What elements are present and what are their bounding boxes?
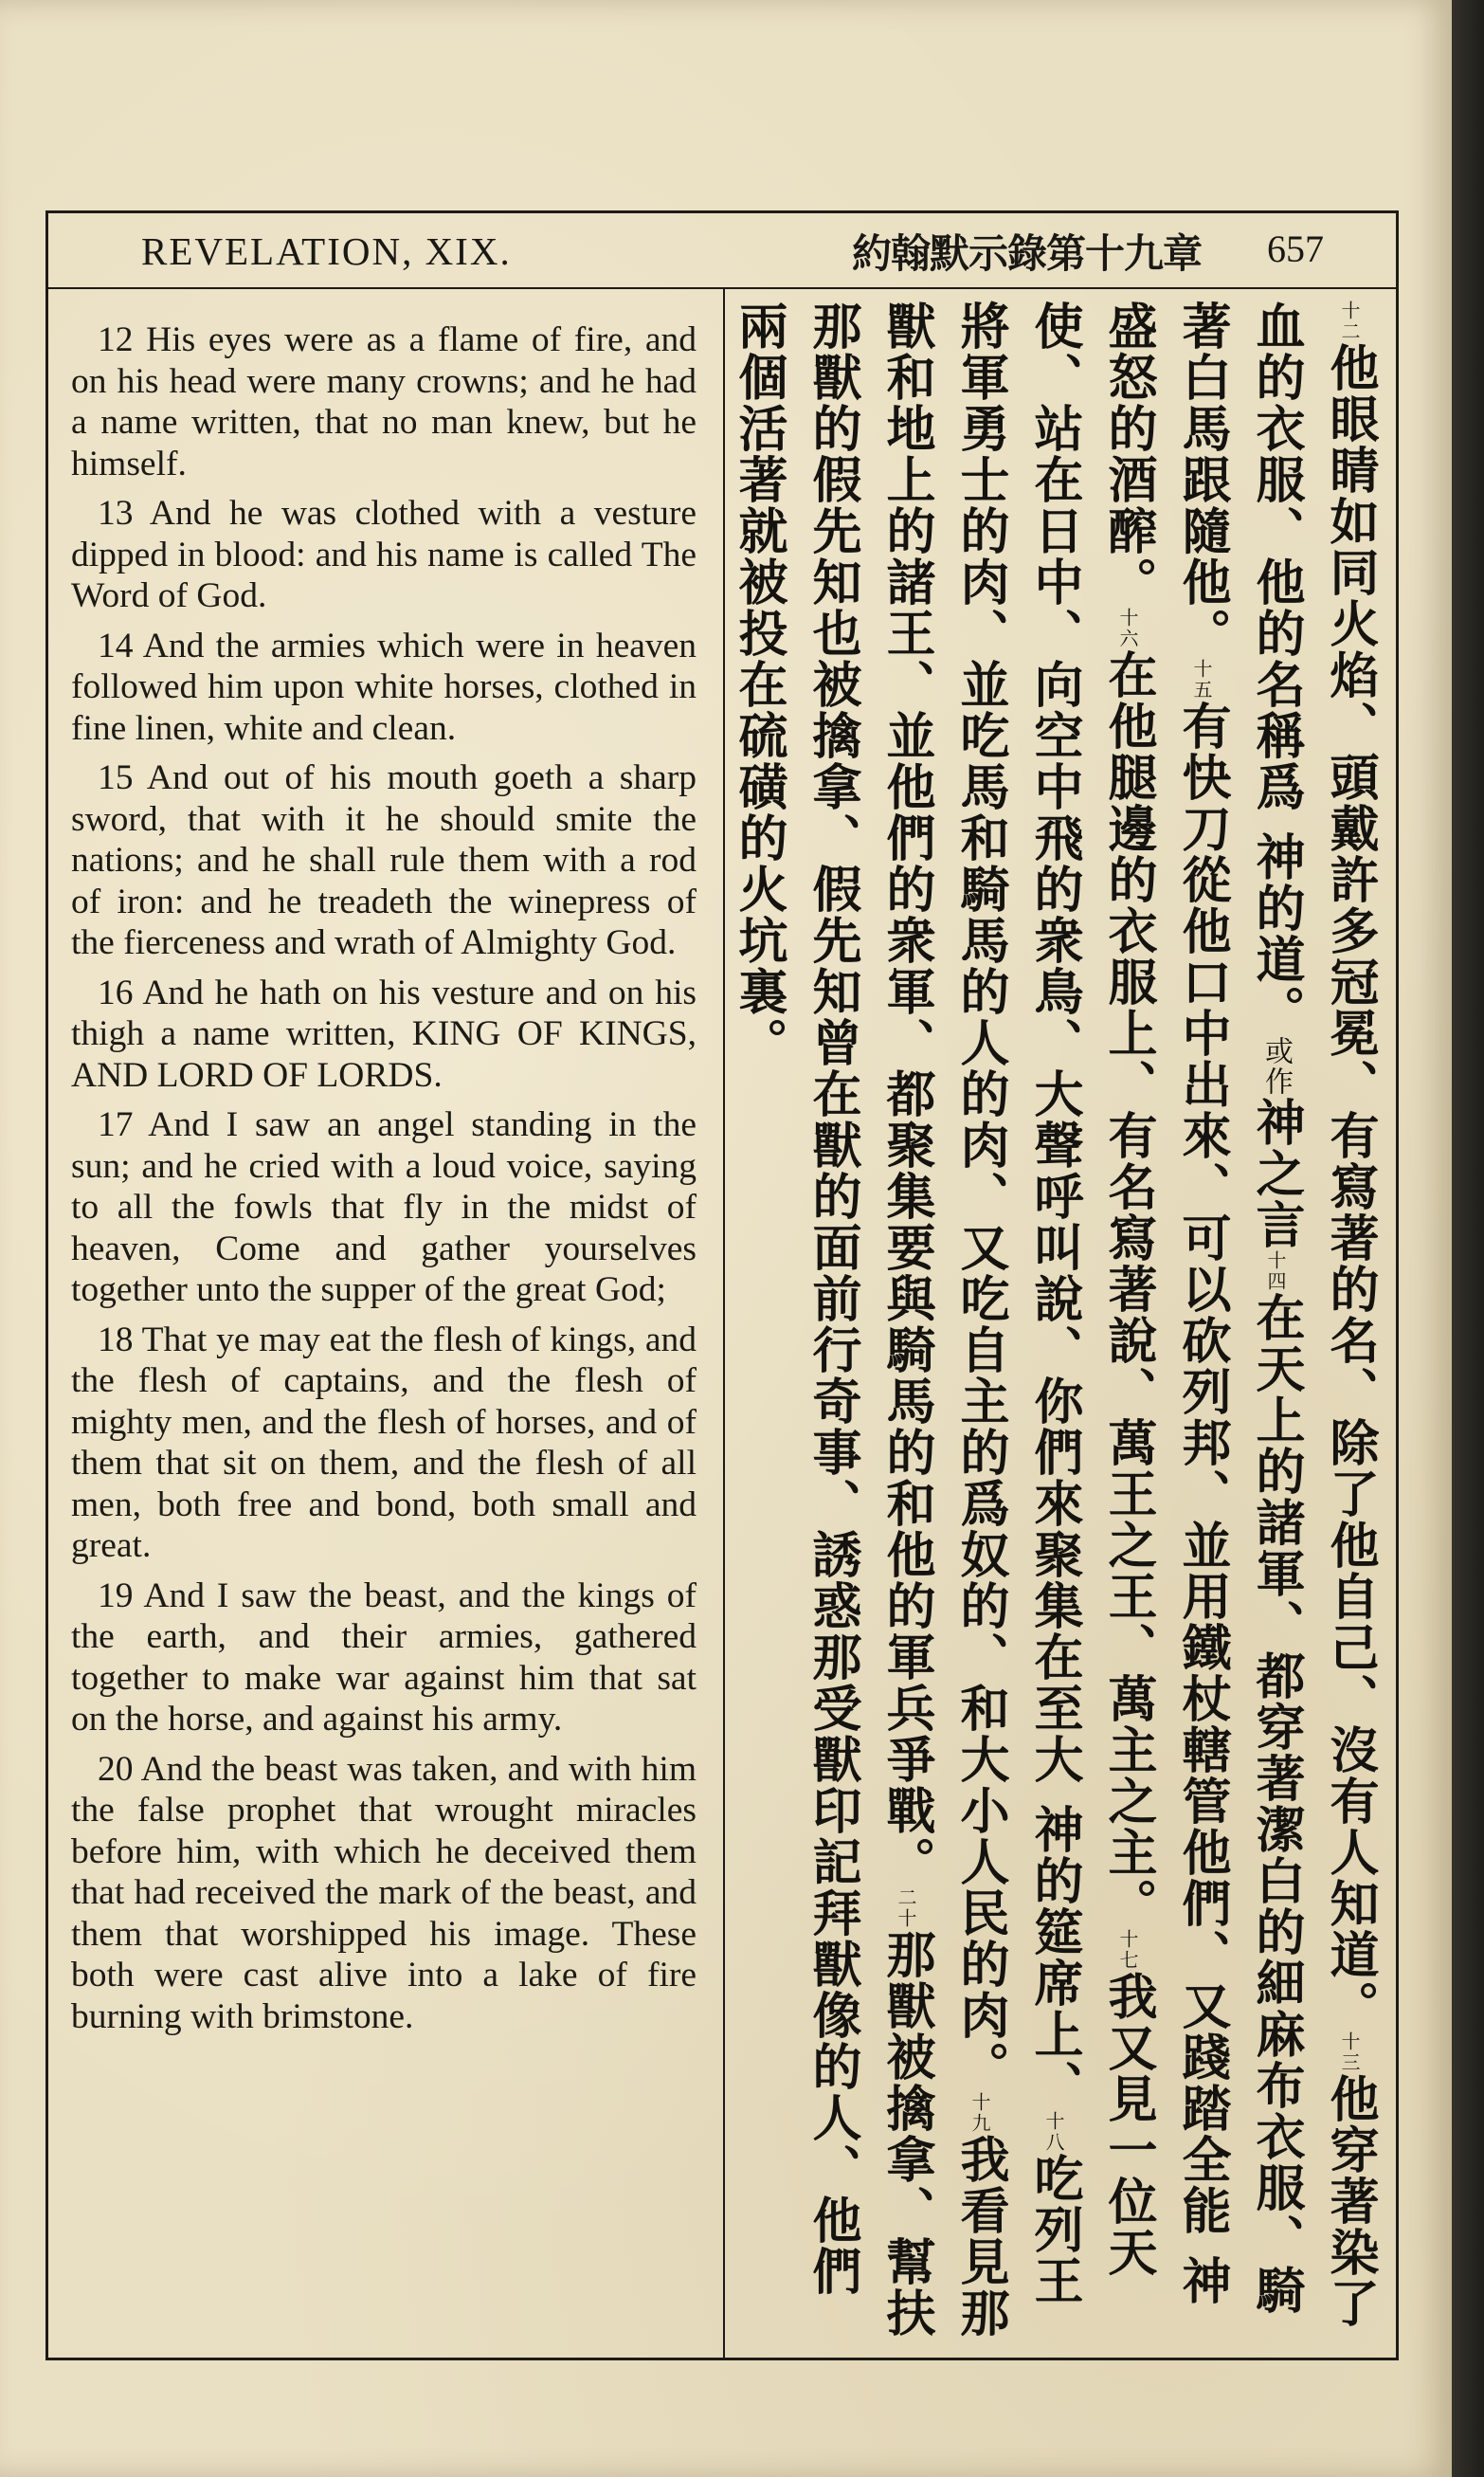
english-column: [71, 319, 697, 2046]
chinese-verse-text: 我看見那獸和地上的諸王、並他們的衆軍、都聚集要與騎馬的和他的軍兵爭戰。: [878, 301, 1008, 2339]
english-verse: [71, 973, 697, 1097]
chinese-verse-number: 十七: [1116, 1929, 1139, 1971]
english-verse: [71, 1104, 697, 1311]
verse-number: 15: [98, 758, 134, 797]
running-header: [48, 213, 1396, 289]
english-verse: [71, 1320, 697, 1567]
verse-number: 17: [98, 1105, 134, 1144]
chinese-note: 或作: [1259, 1036, 1293, 1098]
verse-text: And out of his mouth goeth a sharp sword, that with it he should smite the nations; and he shall rule them with a rod of iron: and he treadeth the winepress of the fierceness and wrath of Almighty God.: [71, 758, 697, 962]
chinese-verse-text: 吃列王將軍勇士的肉、並吃馬和騎馬的人的肉、又吃自主的爲奴的、和大小人民的肉。: [951, 301, 1082, 2307]
chinese-verse-text: 有快刀從他口中出來、可以砍列邦、並用鐵杖轄管他們、又踐踏全能 神盛怒的酒醡。: [1099, 301, 1230, 2307]
english-verse: [71, 1575, 697, 1740]
verse-text: And I saw the beast, and the kings of the earth, and their armies, gathered together to make war against him that sat on the horse, and against his army.: [71, 1575, 697, 1739]
chinese-verse-number: 十八: [1042, 2111, 1065, 2154]
chinese-verse-text: 那獸被擒拿、幫扶那獸的假先知也被擒拿、假先知曾在獸的面前行奇事、誘惑那受獸印記拜獸像的人、他們兩個活著就被投在硫磺的火坑裏。: [730, 301, 934, 2339]
verse-number: 13: [98, 494, 134, 533]
chinese-verse-number: 十九: [968, 2092, 991, 2134]
chinese-verse-number: 十三: [1338, 2031, 1361, 2073]
chinese-verse-text: 神之言: [1247, 1097, 1304, 1251]
english-verse: [71, 626, 697, 750]
chinese-verse-number: 十二: [1338, 301, 1361, 342]
verse-number: 18: [98, 1320, 134, 1359]
verse-text: And he hath on his vesture and on his thigh a name written, KING OF KINGS, AND LORD OF LORDS.: [71, 973, 697, 1095]
verse-text: And I saw an angel standing in the sun; and he cried with a loud voice, saying to all the fowls that fly in the midst of heaven, Come and gather yourselves together unto the supper of the great God;: [71, 1105, 697, 1309]
verse-text: And the armies which were in heaven followed him upon white horses, clothed in fine linen, white and clean.: [71, 626, 697, 748]
chinese-verse: [1321, 301, 1378, 2031]
verse-text: That ye may eat the flesh of kings, and the flesh of captains, and the flesh of mighty men, and the flesh of horses, and of them that sit on them, and the flesh of all men, both free and bond, both small and great.: [71, 1320, 697, 1565]
verse-number: 12: [98, 320, 134, 359]
chinese-column: [730, 301, 1386, 2339]
chinese-verse-number: 十五: [1190, 659, 1213, 701]
page-frame: [45, 210, 1399, 2360]
chinese-verse-number: 十四: [1264, 1250, 1287, 1293]
chinese-verse-text: 我又見一位天使、站在日中、向空中飛的衆鳥、大聲呼叫說、你們來聚集在至大 神的筵席上、: [1025, 301, 1156, 2278]
chinese-title: 約翰默示錄第十九章: [852, 230, 1203, 277]
verse-text: And he was clothed with a vesture dipped in blood: and his name is called The Word of God.: [71, 494, 697, 615]
english-verse: [71, 493, 697, 617]
verse-text: His eyes were as a flame of fire, and on his head were many crowns; and he had a name written, that no man knew, but he himself.: [71, 320, 697, 483]
verse-number: 20: [98, 1749, 134, 1789]
english-verse: [71, 1749, 697, 2038]
chinese-verse-number: 二十: [895, 1887, 917, 1929]
verse-number: 19: [98, 1575, 134, 1615]
english-title: REVELATION, XIX.: [141, 229, 512, 273]
verse-number: 14: [98, 626, 134, 665]
chinese-verse: [1099, 608, 1156, 1929]
page-number: 657: [1267, 228, 1324, 270]
english-verse: [71, 319, 697, 484]
verse-number: 16: [98, 973, 134, 1012]
chinese-verse-text: 他眼睛如同火焰、頭戴許多冠冕、有寫著的名、除了他自己、沒有人知道。: [1321, 342, 1378, 2031]
chinese-verse-text: 在天上的諸軍、都穿著潔白的細麻布衣服、騎著白馬跟隨他。: [1173, 301, 1304, 2317]
english-verse: [71, 757, 697, 964]
chinese-verse: [1247, 1097, 1304, 1250]
chinese-verse-number: 十六: [1116, 608, 1139, 649]
verse-text: And the beast was taken, and with him the false prophet that wrought miracles before him, with which he deceived them that had received the mark of the beast, and them that worshipped his image. These both were cast alive into a lake of fire burning with brimstone.: [71, 1749, 697, 2036]
chinese-verse-text: 他穿著染了血的衣服、他的名稱爲 神的道。: [1247, 301, 1378, 2329]
chinese-verse-text: 在他腿邊的衣服上、有名寫著說、萬王之王、萬主之主。: [1099, 649, 1156, 1929]
